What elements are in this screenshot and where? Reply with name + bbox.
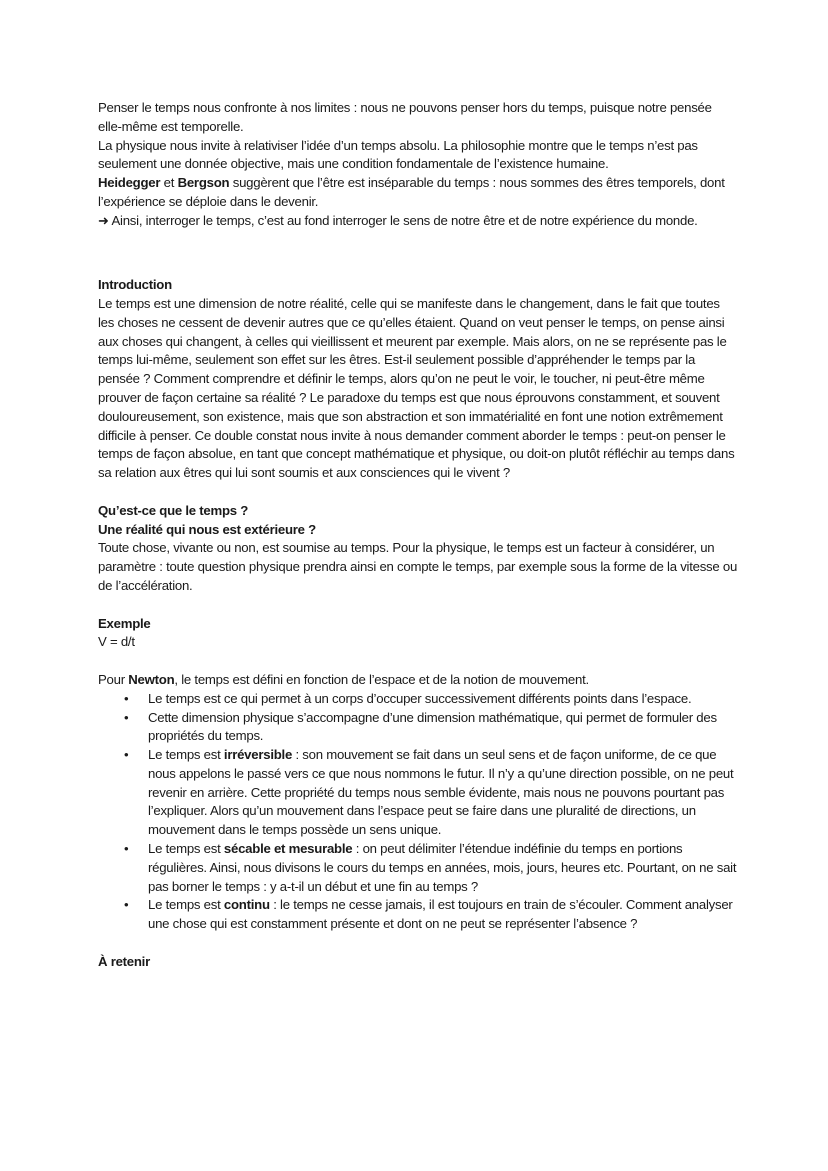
author-newton: Newton	[128, 671, 175, 687]
section-subheading: Une réalité qui nous est extérieure ?	[98, 521, 316, 537]
list-item: • Le temps est irréversible : son mouvement se fait dans un seul sens et de façon uniforme, de ce que nous appelons le passé vers ce que nous nommons le futur. Il n’y a qu’une direction possible, on ne peut revenir en arrière. Cette propriété du temps nous semble évidente, mais nous ne pouvons pourtant pas l’expliquer. Alors qu’un mouvement dans l’espace peut se faire dans une pluralité de directions, un mouvement dans le temps possède un sens unique.	[124, 747, 734, 838]
intro-paragraph-1: Penser le temps nous confronte à nos limites : nous ne pouvons penser hors du temps, puisque notre pensée elle-même est temporelle.	[98, 100, 712, 134]
intro-paragraph-2: La physique nous invite à relativiser l’idée d’un temps absolu. La philosophie montre que le temps n’est pas seulement une donnée objective, mais une condition fondamentale de l’existence humaine.	[98, 137, 698, 172]
newton-paragraph: Pour Newton, le temps est défini en fonction de l’espace et de la notion de mouvement.	[98, 671, 589, 687]
section-heading: Qu’est-ce que le temps ?	[98, 502, 249, 518]
newton-bullet-list	[98, 690, 738, 934]
bullet-icon: •	[124, 841, 129, 857]
example-formula: V = d/t	[98, 634, 135, 650]
document-page	[98, 99, 738, 972]
author-heidegger: Heidegger	[98, 175, 161, 191]
list-item: • Cette dimension physique s’accompagne d’une dimension mathématique, qui permet de formuler des propriétés du temps.	[124, 709, 717, 744]
list-item: • Le temps est continu : le temps ne cesse jamais, il est toujours en train de s’écouler. Comment analyser une chose qui est constamment présente et dont on ne peut se représenter l’absence ?	[124, 897, 733, 932]
list-item: • Le temps est sécable et mesurable : on peut délimiter l’étendue indéfinie du temps en portions régulières. Ainsi, nous divisons le cours du temps en années, mois, jours, heures etc. Pourtant, on ne sait pas borner le temps : y a-t-il un début et une fin au temps ?	[124, 841, 737, 894]
intro-paragraph-3: Heidegger et Bergson suggèrent que l’être est inséparable du temps : nous sommes des êtres temporels, dont l’expérience se déploie dans le devenir.	[98, 175, 725, 209]
bullet-icon: •	[124, 709, 129, 725]
introduction-heading: Introduction	[98, 277, 172, 293]
bullet-icon: •	[124, 897, 129, 913]
author-bergson: Bergson	[177, 175, 230, 191]
arrow-icon: ➜	[98, 212, 109, 228]
retain-heading: À retenir	[98, 953, 150, 969]
list-item: • Le temps est ce qui permet à un corps d’occuper successivement différents points dans l’espace.	[98, 690, 738, 709]
bullet-icon: •	[124, 747, 129, 763]
section-body: Toute chose, vivante ou non, est soumise au temps. Pour la physique, le temps est un facteur à considérer, un paramètre : toute question physique prendra ainsi en compte le temps, par exemple sous la forme de la vitesse ou de l’accélération.	[98, 540, 738, 593]
example-heading: Exemple	[98, 615, 151, 631]
intro-paragraph-4: ➜ Ainsi, interroger le temps, c’est au fond interroger le sens de notre être et de notre expérience du monde.	[98, 212, 698, 228]
introduction-body: Le temps est une dimension de notre réalité, celle qui se manifeste dans le changement, dans le fait que toutes les choses ne cessent de devenir autres que ce qu’elles étaient. Quand on veut penser le temps, on pense ainsi aux choses qui changent, à celles qui vieillissent et meurent par exemple. Mais alors, on ne se représente pas le temps lui-même, seulement son effet sur les êtres. Est-il seulement possible d’appréhender le temps par la pensée ? Comment comprendre et définir le temps, alors qu’on ne peut le voir, le toucher, ni peut-être même prouver de façon certaine sa réalité ? Le paradoxe du temps est que nous éprouvons constamment, et souvent douloureusement, son existence, mais que son abstraction et son immatérialité en font une notion extrêmement difficile à penser. Ce double constat nous invite à nous demander comment aborder le temps : peut-on penser le temps de façon absolue, en tant que concept mathématique et physique, ou doit-on plutôt réfléchir au temps dans sa relation aux êtres qui lui sont soumis et aux consciences qui le vivent ?	[98, 295, 735, 481]
bullet-icon: •	[124, 690, 129, 706]
